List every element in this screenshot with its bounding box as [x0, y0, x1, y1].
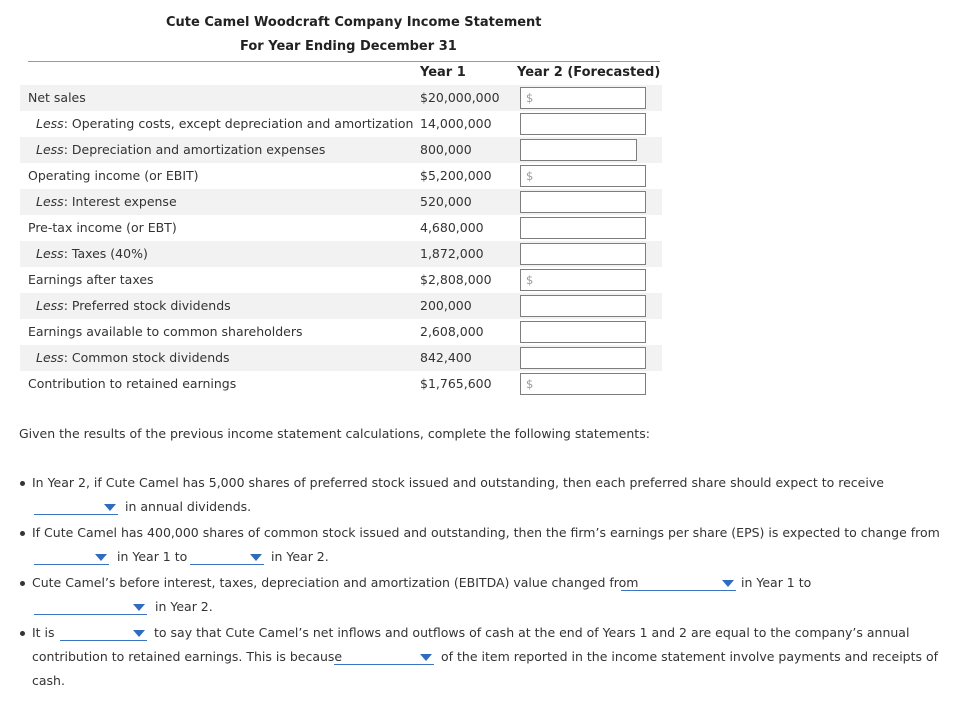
year1-value: 800,000 — [420, 142, 472, 157]
table-row — [20, 371, 662, 397]
year1-value: 520,000 — [420, 194, 472, 209]
bullet-dot — [20, 581, 25, 586]
year2-input[interactable] — [520, 191, 646, 213]
col-header-year1: Year 1 — [420, 65, 466, 80]
less-label: Less — [36, 350, 64, 365]
row-label-text: : Taxes (40%) — [63, 246, 148, 261]
row-label — [36, 116, 413, 131]
row-label — [36, 246, 148, 261]
dollar-prefix: $ — [526, 273, 534, 287]
row-label — [28, 272, 154, 287]
row-label-text: Earnings after taxes — [28, 272, 154, 287]
year1-value: 842,400 — [420, 350, 472, 365]
year2-input[interactable] — [520, 87, 646, 109]
table-row — [20, 267, 662, 293]
table-row — [20, 137, 662, 163]
row-label — [36, 350, 230, 365]
bullet3-text-end: in Year 2. — [155, 599, 213, 614]
bullet-dot — [20, 481, 25, 486]
year1-value: 4,680,000 — [420, 220, 484, 235]
year2-input[interactable] — [520, 165, 646, 187]
statement-title: Cute Camel Woodcraft Company Income Statement — [166, 15, 542, 30]
row-label-text: Earnings available to common shareholders — [28, 324, 303, 339]
row-label — [36, 194, 177, 209]
chevron-down-icon — [95, 554, 107, 561]
eps-year1-dropdown[interactable] — [34, 551, 109, 565]
year2-input[interactable] — [520, 347, 646, 369]
row-label — [28, 220, 177, 235]
year1-value: 200,000 — [420, 298, 472, 313]
year1-value: 1,872,000 — [420, 246, 484, 261]
row-label-text: Operating income (or EBIT) — [28, 168, 199, 183]
less-label: Less — [36, 142, 64, 157]
statement-subtitle: For Year Ending December 31 — [240, 39, 457, 54]
ebitda-year2-dropdown[interactable] — [34, 601, 147, 615]
less-label: Less — [36, 116, 64, 131]
year1-value: 2,608,000 — [420, 324, 484, 339]
bullet1-text: In Year 2, if Cute Camel has 5,000 shares of preferred stock issued and outstanding, then each preferred share should expect to receive — [32, 475, 884, 490]
chevron-down-icon — [420, 654, 432, 661]
bullet4-text-line3: cash. — [32, 673, 65, 688]
year2-input[interactable] — [520, 321, 646, 343]
bullet4-text-line2-end: of the item reported in the income statement involve payments and receipts of — [441, 649, 939, 664]
row-label — [28, 324, 303, 339]
reason-dropdown[interactable] — [334, 651, 434, 665]
year1-value: $5,200,000 — [420, 168, 492, 183]
dollar-prefix: $ — [526, 377, 534, 391]
chevron-down-icon — [722, 580, 734, 587]
year2-input[interactable] — [520, 269, 646, 291]
year2-input[interactable] — [520, 217, 646, 239]
year2-input[interactable] — [520, 243, 646, 265]
table-row — [20, 189, 662, 215]
ebitda-year1-dropdown[interactable] — [621, 577, 736, 591]
row-label — [36, 142, 325, 157]
table-row — [20, 319, 662, 345]
row-label-text: : Depreciation and amortization expenses — [63, 142, 326, 157]
year1-value: $2,808,000 — [420, 272, 492, 287]
less-label: Less — [36, 246, 64, 261]
table-row — [20, 215, 662, 241]
bullet3-text-mid: in Year 1 to — [741, 575, 812, 590]
bullet2-text: If Cute Camel has 400,000 shares of common stock issued and outstanding, then the firm’s earnings per share (EPS) is expected to change from — [32, 525, 940, 540]
year1-value: $1,765,600 — [420, 376, 492, 391]
table-row — [20, 293, 662, 319]
bullet3-text: Cute Camel’s before interest, taxes, depreciation and amortization (EBITDA) value changed from — [32, 575, 639, 590]
chevron-down-icon — [250, 554, 262, 561]
header-divider — [28, 61, 660, 62]
year2-input[interactable] — [520, 295, 646, 317]
chevron-down-icon — [133, 604, 145, 611]
row-label-text: : Preferred stock dividends — [63, 298, 231, 313]
year1-value: 14,000,000 — [420, 116, 492, 131]
row-label-text: Contribution to retained earnings — [28, 376, 237, 391]
preferred-dividend-dropdown[interactable] — [34, 501, 118, 515]
year2-input[interactable] — [520, 113, 646, 135]
bullet-dot — [20, 631, 25, 636]
table-row — [20, 345, 662, 371]
row-label — [28, 376, 236, 391]
bullet2-text-end: in Year 2. — [271, 549, 329, 564]
bullet-dot — [20, 531, 25, 536]
row-label — [28, 168, 199, 183]
row-label-text: : Interest expense — [63, 194, 177, 209]
row-label-text: Pre-tax income (or EBT) — [28, 220, 177, 235]
eps-year2-dropdown[interactable] — [190, 551, 264, 565]
chevron-down-icon — [133, 630, 145, 637]
row-label-text: : Operating costs, except depreciation and amortization — [63, 116, 414, 131]
row-label — [36, 298, 231, 313]
row-label-text: Net sales — [28, 90, 86, 105]
bullet4-text: It is — [32, 625, 55, 640]
table-row — [20, 111, 662, 137]
bullet4-text-line2: contribution to retained earnings. This is because — [32, 649, 343, 664]
year2-input[interactable] — [520, 139, 637, 161]
accuracy-dropdown[interactable] — [60, 627, 147, 641]
table-row — [20, 241, 662, 267]
instructions-text: Given the results of the previous income statement calculations, complete the following statements: — [19, 426, 650, 441]
table-row — [20, 163, 662, 189]
bullet2-text-mid: in Year 1 to — [117, 549, 188, 564]
bullet4-text-cont: to say that Cute Camel’s net inflows and outflows of cash at the end of Years 1 and 2 are equal to the company’s annual — [154, 625, 910, 640]
year1-value: $20,000,000 — [420, 90, 500, 105]
table-row — [20, 85, 662, 111]
bullet1-text-cont: in annual dividends. — [125, 499, 252, 514]
year2-input[interactable] — [520, 373, 646, 395]
row-label-text: : Common stock dividends — [63, 350, 230, 365]
col-header-year2: Year 2 (Forecasted) — [517, 65, 661, 80]
dollar-prefix: $ — [526, 91, 534, 105]
less-label: Less — [36, 298, 64, 313]
dollar-prefix: $ — [526, 169, 534, 183]
row-label — [28, 90, 86, 105]
less-label: Less — [36, 194, 64, 209]
chevron-down-icon — [104, 504, 116, 511]
